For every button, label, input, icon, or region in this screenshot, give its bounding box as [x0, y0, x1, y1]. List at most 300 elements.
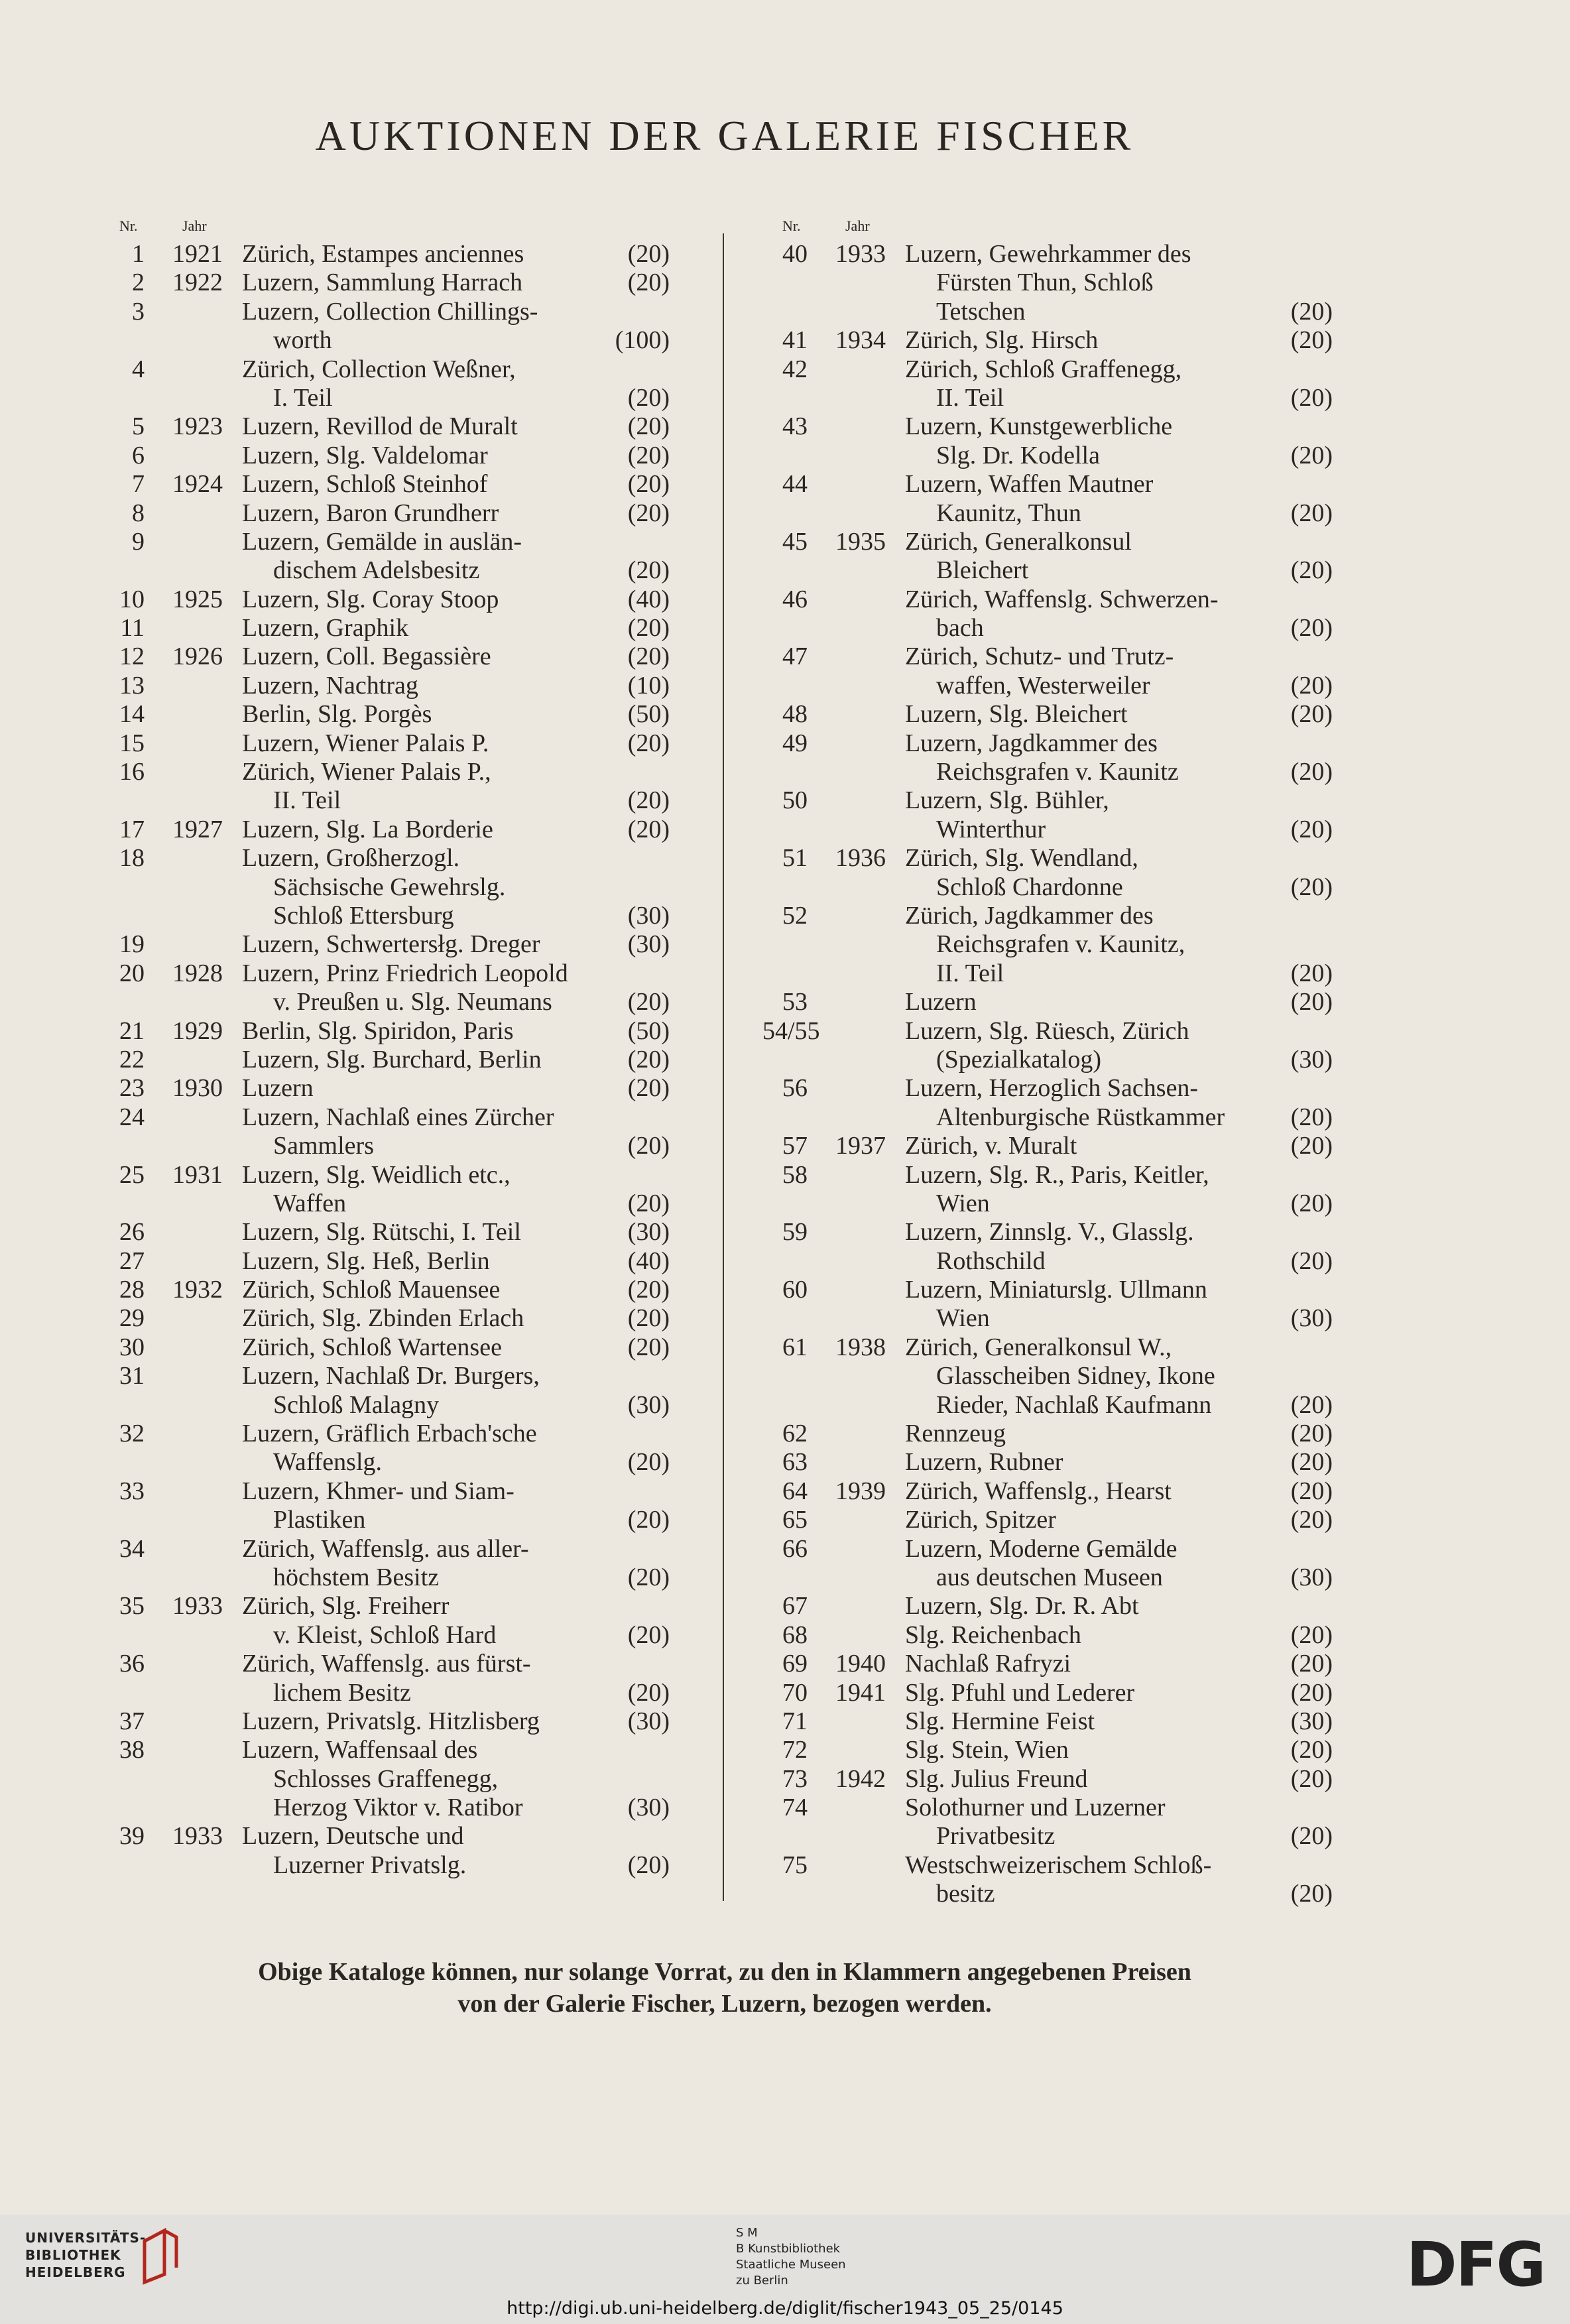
catalog-title: Zürich, Waffenslg., Hearst — [905, 1477, 1172, 1505]
catalog-price: (20) — [627, 1851, 670, 1879]
catalog-price: (20) — [627, 1506, 670, 1534]
header-nr: Nr. — [782, 217, 801, 234]
catalog-title: Zürich, Schloß Graffenegg, — [905, 355, 1182, 383]
catalog-price: (20) — [1290, 1506, 1333, 1534]
logo-line: BIBLIOTHEK — [25, 2247, 121, 2263]
catalog-number: 35 — [119, 1592, 145, 1621]
catalog-price: (10) — [627, 671, 670, 700]
catalog-number: 39 — [119, 1822, 145, 1851]
catalog-price: (20) — [1290, 1448, 1333, 1477]
catalog-title: Bleichert — [936, 556, 1029, 585]
catalog-year: 1933 — [835, 240, 886, 268]
catalog-number: 7 — [132, 470, 145, 499]
list-item — [99, 642, 670, 671]
catalog-price: (20) — [627, 240, 670, 268]
list-item-continuation — [762, 1103, 1333, 1132]
credit-line: zu Berlin — [736, 2274, 788, 2288]
list-item-continuation — [762, 873, 1333, 902]
catalog-number: 71 — [782, 1707, 808, 1735]
list-item-continuation — [99, 1391, 670, 1420]
catalog-price: (20) — [627, 412, 670, 441]
catalog-title: Sammlers — [273, 1132, 374, 1160]
catalog-title: Luzern, Slg. R., Paris, Keitler, — [905, 1160, 1209, 1189]
catalog-number: 70 — [782, 1678, 808, 1707]
catalog-year: 1924 — [172, 470, 223, 499]
catalog-title: dischem Adelsbesitz — [273, 556, 480, 585]
catalog-title: Luzern, Graphik — [242, 614, 409, 642]
list-item-continuation — [762, 959, 1333, 988]
list-item — [762, 1448, 1333, 1477]
catalog-price: (20) — [627, 1448, 670, 1477]
catalog-title: Zürich, Collection Weßner, — [242, 355, 516, 383]
list-item — [762, 1765, 1333, 1794]
catalog-title: II. Teil — [936, 383, 1004, 412]
catalog-title: Luzern, Khmer- und Siam- — [242, 1477, 514, 1505]
list-item — [762, 1218, 1333, 1247]
catalog-number: 16 — [119, 758, 145, 786]
catalog-number: 61 — [782, 1333, 808, 1361]
catalog-title: v. Kleist, Schloß Hard — [273, 1621, 497, 1649]
list-item — [99, 700, 670, 729]
catalog-price: (20) — [627, 786, 670, 815]
catalog-price: (20) — [1290, 499, 1333, 527]
list-item — [99, 1477, 670, 1506]
catalog-title: Luzern, Slg. Valdelomar — [242, 441, 488, 469]
catalog-number: 45 — [782, 527, 808, 556]
catalog-title: Tetschen — [936, 297, 1026, 326]
list-item — [99, 1822, 670, 1851]
list-item — [99, 1304, 670, 1333]
catalog-title: Altenburgische Rüstkammer — [936, 1103, 1225, 1131]
catalog-number: 21 — [119, 1016, 145, 1045]
catalog-title: Luzern, Schloß Steinhof — [242, 470, 488, 499]
catalog-year: 1926 — [172, 642, 223, 671]
heidelberg-library-mark-icon — [138, 2228, 180, 2285]
list-item-continuation — [99, 1851, 670, 1880]
header-jahr: Jahr — [182, 217, 207, 234]
catalog-number: 44 — [782, 470, 808, 499]
catalog-number: 34 — [119, 1534, 145, 1563]
catalog-price: (20) — [1290, 383, 1333, 412]
catalog-title: Luzern, Großherzogl. — [242, 844, 460, 873]
catalog-year: 1923 — [172, 412, 223, 441]
catalog-year: 1925 — [172, 585, 223, 613]
catalog-number: 42 — [782, 355, 808, 383]
list-item-continuation — [99, 1190, 670, 1218]
catalog-price: (20) — [1290, 1420, 1333, 1448]
catalog-number: 32 — [119, 1420, 145, 1448]
catalog-year: 1938 — [835, 1333, 886, 1361]
catalog-number: 22 — [119, 1045, 145, 1073]
catalog-title: bach — [936, 614, 984, 642]
list-item — [762, 1650, 1333, 1678]
catalog-price: (20) — [1290, 758, 1333, 786]
catalog-title: Wien — [936, 1189, 990, 1217]
catalog-number: 15 — [119, 729, 145, 757]
list-item — [99, 298, 670, 326]
catalog-number: 36 — [119, 1650, 145, 1678]
list-item — [762, 1535, 1333, 1563]
list-item — [99, 412, 670, 441]
catalog-title: Luzern, Slg. Burchard, Berlin — [242, 1045, 542, 1073]
catalog-number: 30 — [119, 1333, 145, 1361]
catalog-number: 14 — [119, 700, 145, 729]
catalog-number: 69 — [782, 1650, 808, 1678]
list-item — [99, 758, 670, 786]
catalog-title: Zürich, Slg. Zbinden Erlach — [242, 1304, 524, 1333]
catalog-title: Waffen — [273, 1189, 347, 1217]
catalog-price: (30) — [1290, 1707, 1333, 1735]
list-item — [762, 786, 1333, 815]
catalog-year: 1936 — [835, 844, 886, 873]
list-item — [762, 1592, 1333, 1621]
list-item — [762, 1276, 1333, 1304]
catalog-price: (20) — [627, 815, 670, 843]
catalog-price: (20) — [1290, 815, 1333, 843]
catalog-price: (20) — [627, 1132, 670, 1160]
catalog-price: (30) — [627, 1794, 670, 1822]
catalog-number: 51 — [782, 844, 808, 873]
list-item — [99, 499, 670, 528]
list-item-continuation — [762, 298, 1333, 326]
catalog-title: worth — [273, 326, 332, 355]
logo-line: HEIDELBERG — [25, 2264, 126, 2280]
catalog-number: 73 — [782, 1764, 808, 1793]
catalog-title: waffen, Westerweiler — [936, 671, 1150, 700]
catalog-title: Luzern, Nachtrag — [242, 671, 418, 700]
list-item — [762, 844, 1333, 873]
catalog-title: Slg. Julius Freund — [905, 1764, 1088, 1793]
catalog-number: 29 — [119, 1304, 145, 1333]
list-item-continuation — [99, 1794, 670, 1822]
list-item — [99, 1736, 670, 1764]
list-item — [762, 1707, 1333, 1736]
list-item-continuation — [762, 1563, 1333, 1592]
list-item — [762, 1621, 1333, 1650]
catalog-price: (20) — [627, 441, 670, 469]
catalog-number: 38 — [119, 1736, 145, 1764]
catalog-number: 37 — [119, 1707, 145, 1735]
catalog-number: 3 — [132, 297, 145, 326]
list-item-continuation — [762, 556, 1333, 585]
catalog-number: 50 — [782, 786, 808, 815]
catalog-number: 28 — [119, 1276, 145, 1304]
catalog-title: Rennzeug — [905, 1420, 1006, 1448]
catalog-number: 17 — [119, 815, 145, 843]
catalog-title: Luzern — [905, 988, 977, 1016]
catalog-number: 60 — [782, 1276, 808, 1304]
catalog-price: (20) — [627, 470, 670, 499]
catalog-title: Slg. Hermine Feist — [905, 1707, 1095, 1735]
catalog-title: Zürich, Waffenslg. Schwerzen- — [905, 585, 1219, 613]
credit-line: B Kunstbibliothek — [736, 2242, 841, 2256]
list-item — [762, 240, 1333, 269]
catalog-title: Schloß Malagny — [273, 1390, 440, 1419]
list-item — [99, 614, 670, 642]
catalog-title: Zürich, Spitzer — [905, 1506, 1056, 1534]
logo-line: UNIVERSITÄTS- — [25, 2230, 147, 2246]
catalog-price: (20) — [627, 1276, 670, 1304]
catalog-number: 56 — [782, 1074, 808, 1103]
catalog-title: Zürich, Slg. Wendland, — [905, 844, 1138, 873]
column-header — [762, 211, 1333, 240]
list-item — [99, 729, 670, 758]
catalog-price: (20) — [1290, 671, 1333, 700]
catalog-number: 31 — [119, 1362, 145, 1390]
header-jahr: Jahr — [845, 217, 870, 234]
catalog-title: Schloß Chardonne — [936, 873, 1123, 901]
catalog-column-left — [99, 211, 670, 1880]
list-item-continuation — [99, 902, 670, 930]
catalog-number: 43 — [782, 412, 808, 441]
catalog-title: Slg. Reichenbach — [905, 1621, 1081, 1649]
catalog-title: aus deutschen Museen — [936, 1563, 1163, 1591]
catalog-title: Luzern, Deutsche und — [242, 1822, 464, 1851]
list-item — [99, 1333, 670, 1362]
catalog-number: 25 — [119, 1160, 145, 1189]
catalog-title: v. Preußen u. Slg. Neumans — [273, 988, 552, 1016]
list-item — [762, 642, 1333, 671]
catalog-title: Zürich, Generalkonsul W., — [905, 1333, 1172, 1361]
catalog-title: Luzern, Slg. Bühler, — [905, 786, 1109, 815]
catalog-number: 24 — [119, 1103, 145, 1131]
catalog-price: (20) — [1290, 326, 1333, 355]
list-item — [762, 729, 1333, 758]
catalog-title: Winterthur — [936, 815, 1046, 843]
catalog-number: 33 — [119, 1477, 145, 1505]
catalog-title: Luzern, Herzoglich Sachsen- — [905, 1074, 1199, 1103]
catalog-title: II. Teil — [936, 959, 1004, 987]
list-item-continuation — [99, 786, 670, 815]
list-item — [99, 816, 670, 844]
catalog-number: 11 — [120, 614, 145, 642]
list-item-continuation — [99, 326, 670, 355]
source-url-link[interactable]: http://digi.ub.uni-heidelberg.de/diglit/fischer1943_05_25/0145 — [507, 2298, 1063, 2319]
catalog-number: 68 — [782, 1621, 808, 1649]
list-item — [762, 1333, 1333, 1362]
catalog-price: (20) — [1290, 1736, 1333, 1764]
list-item — [99, 355, 670, 384]
catalog-title: Reichsgrafen v. Kaunitz, — [936, 930, 1185, 959]
catalog-title: Luzern, Slg. Coray Stoop — [242, 585, 499, 613]
catalog-title: Berlin, Slg. Porgès — [242, 700, 432, 729]
catalog-title: Luzern, Rubner — [905, 1448, 1063, 1477]
catalog-price: (20) — [1290, 441, 1333, 469]
list-item — [99, 844, 670, 873]
catalog-number: 19 — [119, 930, 145, 959]
catalog-price: (20) — [627, 729, 670, 757]
list-item — [99, 240, 670, 269]
catalog-title: I. Teil — [273, 383, 333, 412]
catalog-number: 58 — [782, 1160, 808, 1189]
catalog-title: Zürich, Generalkonsul — [905, 527, 1132, 556]
catalog-number: 20 — [119, 959, 145, 987]
list-item — [762, 412, 1333, 441]
catalog-title: Zürich, Wiener Palais P., — [242, 758, 491, 786]
catalog-title: Luzern — [242, 1074, 314, 1103]
list-item-continuation — [762, 1822, 1333, 1851]
catalog-price: (30) — [627, 930, 670, 959]
catalog-title: Kaunitz, Thun — [936, 499, 1081, 527]
catalog-year: 1934 — [835, 326, 886, 355]
list-item — [99, 1707, 670, 1736]
list-item — [762, 1017, 1333, 1046]
catalog-title: Zürich, Schloß Mauensee — [242, 1276, 501, 1304]
list-item — [99, 1017, 670, 1046]
catalog-price: (20) — [1290, 1103, 1333, 1131]
list-item — [762, 1161, 1333, 1190]
list-item — [99, 528, 670, 556]
page-title: AUKTIONEN DER GALERIE FISCHER — [315, 112, 1134, 159]
catalog-number: 62 — [782, 1420, 808, 1448]
catalog-price: (20) — [1290, 614, 1333, 642]
catalog-price: (40) — [627, 585, 670, 613]
list-item-continuation — [762, 499, 1333, 528]
footer-note — [0, 1956, 1449, 2020]
catalog-price: (20) — [627, 1304, 670, 1333]
catalog-title: Luzern, Schwertersłg. Dreger — [242, 930, 540, 959]
catalog-year: 1932 — [172, 1276, 223, 1304]
catalog-title: Schlosses Graffenegg, — [273, 1764, 499, 1793]
list-item — [99, 1046, 670, 1074]
catalog-title: Luzern, Slg. Heß, Berlin — [242, 1247, 490, 1275]
catalog-number: 72 — [782, 1736, 808, 1764]
column-header — [99, 211, 670, 240]
catalog-year: 1940 — [835, 1650, 886, 1678]
catalog-number: 6 — [132, 441, 145, 469]
catalog-title: lichem Besitz — [273, 1678, 411, 1707]
catalog-price: (20) — [627, 1189, 670, 1217]
list-item — [99, 1161, 670, 1190]
list-item — [99, 585, 670, 614]
catalog-price: (20) — [1290, 1390, 1333, 1419]
catalog-title: Zürich, Schloß Wartensee — [242, 1333, 502, 1361]
catalog-title: Luzern, Wiener Palais P. — [242, 729, 489, 757]
credit-line: Staatliche Museen — [736, 2258, 846, 2272]
catalog-title: Zürich, Slg. Hirsch — [905, 326, 1099, 355]
list-item-continuation — [99, 1765, 670, 1794]
list-item — [762, 1074, 1333, 1103]
catalog-number: 12 — [119, 642, 145, 671]
catalog-title: Luzern, Nachlaß Dr. Burgers, — [242, 1362, 540, 1390]
catalog-price: (30) — [627, 901, 670, 930]
catalog-year: 1933 — [172, 1592, 223, 1621]
catalog-year: 1941 — [835, 1678, 886, 1707]
catalog-column-right — [762, 211, 1333, 1909]
list-item — [99, 470, 670, 499]
catalog-title: Zürich, Jagdkammer des — [905, 901, 1154, 930]
catalog-title: Rothschild — [936, 1247, 1046, 1275]
catalog-year: 1935 — [835, 527, 886, 556]
catalog-title: Luzern, Baron Grundherr — [242, 499, 499, 527]
list-item — [762, 1506, 1333, 1534]
list-item — [99, 1650, 670, 1678]
catalog-title: Waffenslg. — [273, 1448, 383, 1477]
list-item — [762, 1477, 1333, 1506]
dfg-logo[interactable]: DFG — [1406, 2229, 1545, 2300]
catalog-title: Luzern, Slg. Rütschi, I. Teil — [242, 1218, 521, 1247]
catalog-title: Luzern, Collection Chillings- — [242, 297, 538, 326]
catalog-year: 1942 — [835, 1764, 886, 1793]
catalog-price: (20) — [1290, 297, 1333, 326]
catalog-number: 9 — [132, 527, 145, 556]
catalog-title: Luzern, Coll. Begassière — [242, 642, 491, 671]
catalog-number: 47 — [782, 642, 808, 671]
list-item — [762, 1132, 1333, 1160]
list-item — [762, 1736, 1333, 1764]
catalog-title: Glasscheiben Sidney, Ikone — [936, 1362, 1215, 1390]
list-item — [99, 269, 670, 297]
list-item — [99, 1218, 670, 1247]
catalog-title: Luzern, Miniaturslg. Ullmann — [905, 1276, 1207, 1304]
catalog-title: Nachlaß Rafryzi — [905, 1650, 1071, 1678]
catalog-number: 1 — [132, 240, 145, 268]
catalog-price: (20) — [1290, 1189, 1333, 1217]
catalog-number: 40 — [782, 240, 808, 268]
catalog-title: Luzern, Slg. Bleichert — [905, 700, 1128, 729]
catalog-title: Zürich, Slg. Freiherr — [242, 1592, 450, 1621]
catalog-title: Wien — [936, 1304, 990, 1333]
list-item-continuation — [762, 930, 1333, 959]
list-item — [99, 930, 670, 959]
catalog-price: (20) — [627, 642, 670, 671]
catalog-title: Westschweizerischem Schloß- — [905, 1851, 1212, 1879]
list-item — [99, 1247, 670, 1276]
catalog-price: (100) — [615, 326, 670, 355]
catalog-price: (20) — [627, 1678, 670, 1707]
university-library-logo[interactable] — [25, 2229, 146, 2281]
list-item-continuation — [99, 1563, 670, 1592]
catalog-title: Luzern, Kunstgewerbliche — [905, 412, 1173, 441]
catalog-number: 75 — [782, 1851, 808, 1879]
catalog-number: 2 — [132, 269, 145, 297]
catalog-number: 53 — [782, 988, 808, 1016]
list-item — [762, 1420, 1333, 1448]
list-item-continuation — [762, 1362, 1333, 1390]
list-item-continuation — [99, 1621, 670, 1650]
catalog-number: 5 — [132, 412, 145, 441]
catalog-price: (30) — [1290, 1563, 1333, 1591]
list-item — [99, 1535, 670, 1563]
catalog-number: 41 — [782, 326, 808, 355]
credit-line: S M — [736, 2226, 758, 2240]
catalog-price: (20) — [1290, 1621, 1333, 1649]
list-item-continuation — [762, 1880, 1333, 1908]
catalog-price: (20) — [1290, 959, 1333, 987]
catalog-price: (20) — [627, 1563, 670, 1591]
catalog-number: 74 — [782, 1794, 808, 1822]
catalog-title: Luzern, Moderne Gemälde — [905, 1534, 1178, 1563]
catalog-list-left — [99, 240, 670, 1880]
list-item — [99, 1592, 670, 1621]
catalog-title: Slg. Dr. Kodella — [936, 441, 1100, 469]
list-item-continuation — [99, 873, 670, 902]
catalog-title: Berlin, Slg. Spiridon, Paris — [242, 1016, 514, 1045]
list-item — [99, 1074, 670, 1103]
list-item — [99, 672, 670, 700]
catalog-title: Slg. Stein, Wien — [905, 1736, 1069, 1764]
catalog-price: (50) — [627, 700, 670, 729]
catalog-title: höchstem Besitz — [273, 1563, 440, 1591]
catalog-year: 1928 — [172, 959, 223, 987]
catalog-number: 26 — [119, 1218, 145, 1247]
list-item-continuation — [99, 988, 670, 1016]
catalog-year: 1939 — [835, 1477, 886, 1505]
catalog-title: (Spezialkatalog) — [936, 1045, 1102, 1073]
catalog-title: Herzog Viktor v. Ratibor — [273, 1794, 523, 1822]
catalog-price: (30) — [1290, 1045, 1333, 1073]
catalog-price: (20) — [1290, 1880, 1333, 1908]
